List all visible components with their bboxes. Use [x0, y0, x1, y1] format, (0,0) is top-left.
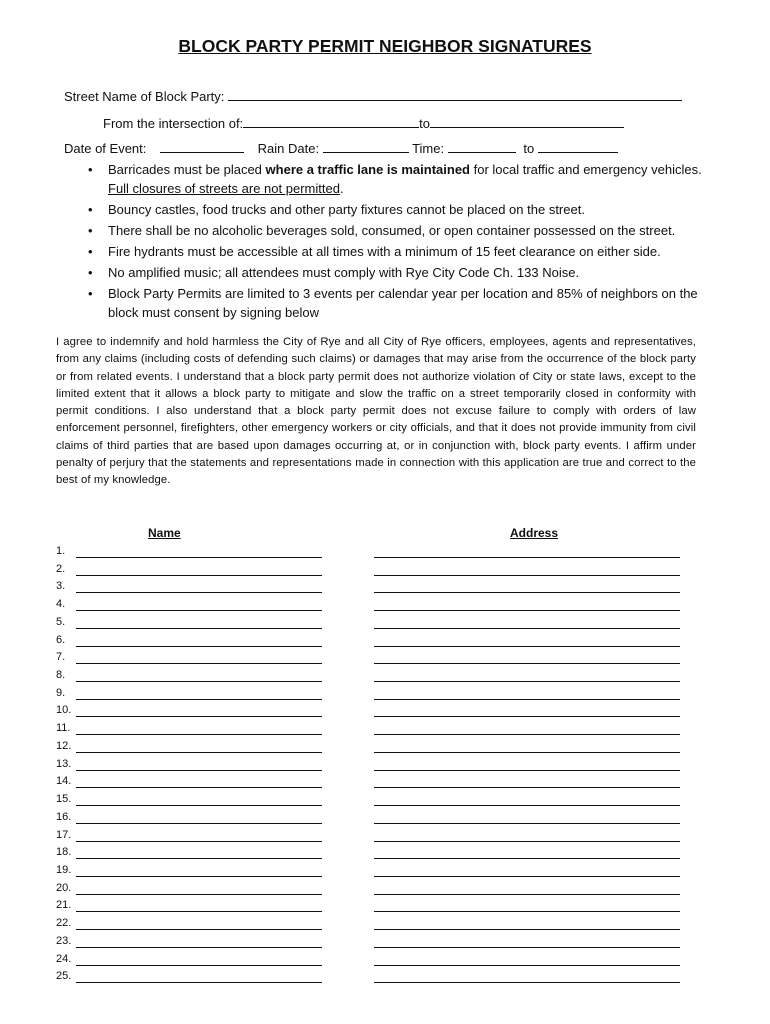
name-signature-field[interactable] — [76, 575, 322, 576]
address-field[interactable] — [374, 965, 680, 966]
row-number: 18. — [56, 846, 72, 859]
name-signature-field[interactable] — [76, 752, 322, 753]
name-signature-field[interactable] — [76, 592, 322, 593]
row-number: 19. — [56, 863, 72, 876]
row-number: 15. — [56, 793, 72, 806]
row-number: 12. — [56, 739, 72, 752]
name-signature-field[interactable] — [76, 929, 322, 930]
street-name-row — [64, 88, 682, 104]
signature-row — [56, 598, 696, 616]
row-number: 22. — [56, 917, 72, 930]
row-number: 1. — [56, 545, 66, 557]
name-signature-field[interactable] — [76, 699, 322, 700]
name-signature-field[interactable] — [76, 628, 322, 629]
address-field[interactable] — [374, 770, 680, 771]
signature-row — [56, 882, 696, 900]
rule-item: • No amplified music; all attendees must comply with Rye City Code Ch. 133 Noise. — [88, 263, 708, 282]
row-number: 10. — [56, 704, 72, 717]
intersection-to-field[interactable] — [430, 115, 624, 128]
date-of-event-field[interactable] — [160, 140, 244, 153]
signature-row — [56, 899, 696, 917]
address-field[interactable] — [374, 734, 680, 735]
signature-row — [56, 580, 696, 598]
row-number: 2. — [56, 562, 66, 575]
address-field[interactable] — [374, 575, 680, 576]
name-signature-field[interactable] — [76, 770, 322, 771]
signature-row — [56, 616, 696, 634]
time-label: Time: — [412, 141, 445, 156]
signature-row — [56, 775, 696, 793]
indemnity-agreement: I agree to indemnify and hold harmless the City of Rye and all City of Rye officers, employees, agents and representatives, from any claims (including costs of defending such claims) or damages that may arise from the occurrence of the block party or from related events. I understand that a block party permit does not authorize violation of City or state laws, except to the limited extent that it allows a block party to mitigate and slow the traffic on a street temporarily closed in conformity with permit conditions. I also understand that a block party permit does not excuse failure to comply with orders of law enforcement personnel, firefighters, other emergency workers or city officials, and that it does not provide immunity from civil claims of third parties that are based upon damages occurring at, or in conjunction with, block party events. I affirm under penalty of perjury that the statements and representations made in connection with this application are true and correct to the best of my knowledge. — [56, 336, 696, 487]
address-field[interactable] — [374, 911, 680, 912]
signature-row — [56, 811, 696, 829]
row-number: 21. — [56, 899, 72, 912]
name-signature-field[interactable] — [76, 610, 322, 611]
address-field[interactable] — [374, 823, 680, 824]
row-number: 9. — [56, 686, 66, 699]
address-field[interactable] — [374, 929, 680, 930]
row-number: 25. — [56, 970, 72, 983]
name-signature-field[interactable] — [76, 805, 322, 806]
rule-item: • Barricades must be placed where a traffic lane is maintained for local traffic and emergency vehicles. Full closures of streets are not permitted. — [88, 160, 708, 198]
address-field[interactable] — [374, 646, 680, 647]
name-signature-field[interactable] — [76, 894, 322, 895]
signature-row — [56, 634, 696, 652]
address-field[interactable] — [374, 894, 680, 895]
signature-row — [56, 864, 696, 882]
row-number: 16. — [56, 810, 72, 823]
name-signature-field[interactable] — [76, 681, 322, 682]
signature-row — [56, 704, 696, 722]
address-field[interactable] — [374, 557, 680, 558]
address-field[interactable] — [374, 716, 680, 717]
intersection-label: From the intersection of: — [103, 116, 244, 131]
signature-row — [56, 935, 696, 953]
row-number: 5. — [56, 615, 66, 628]
rules-list — [88, 160, 708, 324]
signature-row — [56, 953, 696, 971]
name-signature-field[interactable] — [76, 823, 322, 824]
signature-row — [56, 793, 696, 811]
name-column-header: Name — [148, 526, 181, 540]
name-signature-field[interactable] — [76, 947, 322, 948]
date-row — [64, 140, 618, 156]
name-signature-field[interactable] — [76, 557, 322, 558]
street-name-label: Street Name of Block Party: — [64, 89, 225, 104]
signature-row — [56, 829, 696, 847]
name-signature-field[interactable] — [76, 982, 322, 983]
time-to-label: to — [523, 141, 535, 156]
name-signature-field[interactable] — [76, 911, 322, 912]
address-field[interactable] — [374, 628, 680, 629]
address-field[interactable] — [374, 947, 680, 948]
row-number: 23. — [56, 934, 72, 947]
address-field[interactable] — [374, 805, 680, 806]
row-number: 14. — [56, 775, 72, 788]
row-number: 13. — [56, 757, 72, 770]
name-signature-field[interactable] — [76, 876, 322, 877]
address-field[interactable] — [374, 982, 680, 983]
street-name-field[interactable] — [228, 88, 682, 101]
rule-item: • Fire hydrants must be accessible at all times with a minimum of 15 feet clearance on either side. — [88, 242, 708, 261]
time-start-field[interactable] — [448, 140, 516, 153]
rain-date-field[interactable] — [323, 140, 409, 153]
signature-row — [56, 545, 696, 563]
intersection-to-label: to — [419, 116, 431, 131]
name-signature-field[interactable] — [76, 716, 322, 717]
address-field[interactable] — [374, 663, 680, 664]
signature-row — [56, 740, 696, 758]
signature-row — [56, 722, 696, 740]
name-signature-field[interactable] — [76, 841, 322, 842]
page-title: BLOCK PARTY PERMIT NEIGHBOR SIGNATURES — [178, 36, 592, 56]
intersection-from-field[interactable] — [243, 115, 419, 128]
address-field[interactable] — [374, 699, 680, 700]
signature-row — [56, 917, 696, 935]
row-number: 3. — [56, 580, 66, 593]
address-field[interactable] — [374, 681, 680, 682]
row-number: 20. — [56, 881, 72, 894]
name-signature-field[interactable] — [76, 965, 322, 966]
address-field[interactable] — [374, 787, 680, 788]
name-signature-field[interactable] — [76, 858, 322, 859]
row-number: 8. — [56, 669, 66, 682]
row-number: 24. — [56, 952, 72, 965]
row-number: 4. — [56, 598, 66, 611]
name-signature-field[interactable] — [76, 787, 322, 788]
name-signature-field[interactable] — [76, 734, 322, 735]
row-number: 17. — [56, 828, 72, 841]
name-signature-field[interactable] — [76, 663, 322, 664]
intersection-row — [103, 115, 624, 131]
address-field[interactable] — [374, 592, 680, 593]
address-field[interactable] — [374, 610, 680, 611]
address-column-header: Address — [510, 526, 559, 540]
signature-row — [56, 758, 696, 776]
rule-item: • Bouncy castles, food trucks and other party fixtures cannot be placed on the street. — [88, 200, 708, 219]
time-end-field[interactable] — [538, 140, 618, 153]
signature-row — [56, 669, 696, 687]
address-field[interactable] — [374, 858, 680, 859]
address-field[interactable] — [374, 841, 680, 842]
name-signature-field[interactable] — [76, 646, 322, 647]
signature-row — [56, 563, 696, 581]
rule-item: • Block Party Permits are limited to 3 events per calendar year per location and 85% of neighbors on the block must consent by signing below — [88, 284, 708, 322]
row-number: 11. — [56, 722, 71, 735]
row-number: 6. — [56, 633, 66, 646]
signature-row — [56, 846, 696, 864]
rain-date-label: Rain Date: — [257, 141, 320, 156]
address-field[interactable] — [374, 876, 680, 877]
signature-row — [56, 687, 696, 705]
signature-row — [56, 651, 696, 669]
signature-row — [56, 970, 696, 988]
date-of-event-label: Date of Event: — [64, 141, 147, 156]
row-number: 7. — [56, 651, 66, 664]
rule-item: • There shall be no alcoholic beverages sold, consumed, or open container possessed on the street. — [88, 221, 708, 240]
address-field[interactable] — [374, 752, 680, 753]
